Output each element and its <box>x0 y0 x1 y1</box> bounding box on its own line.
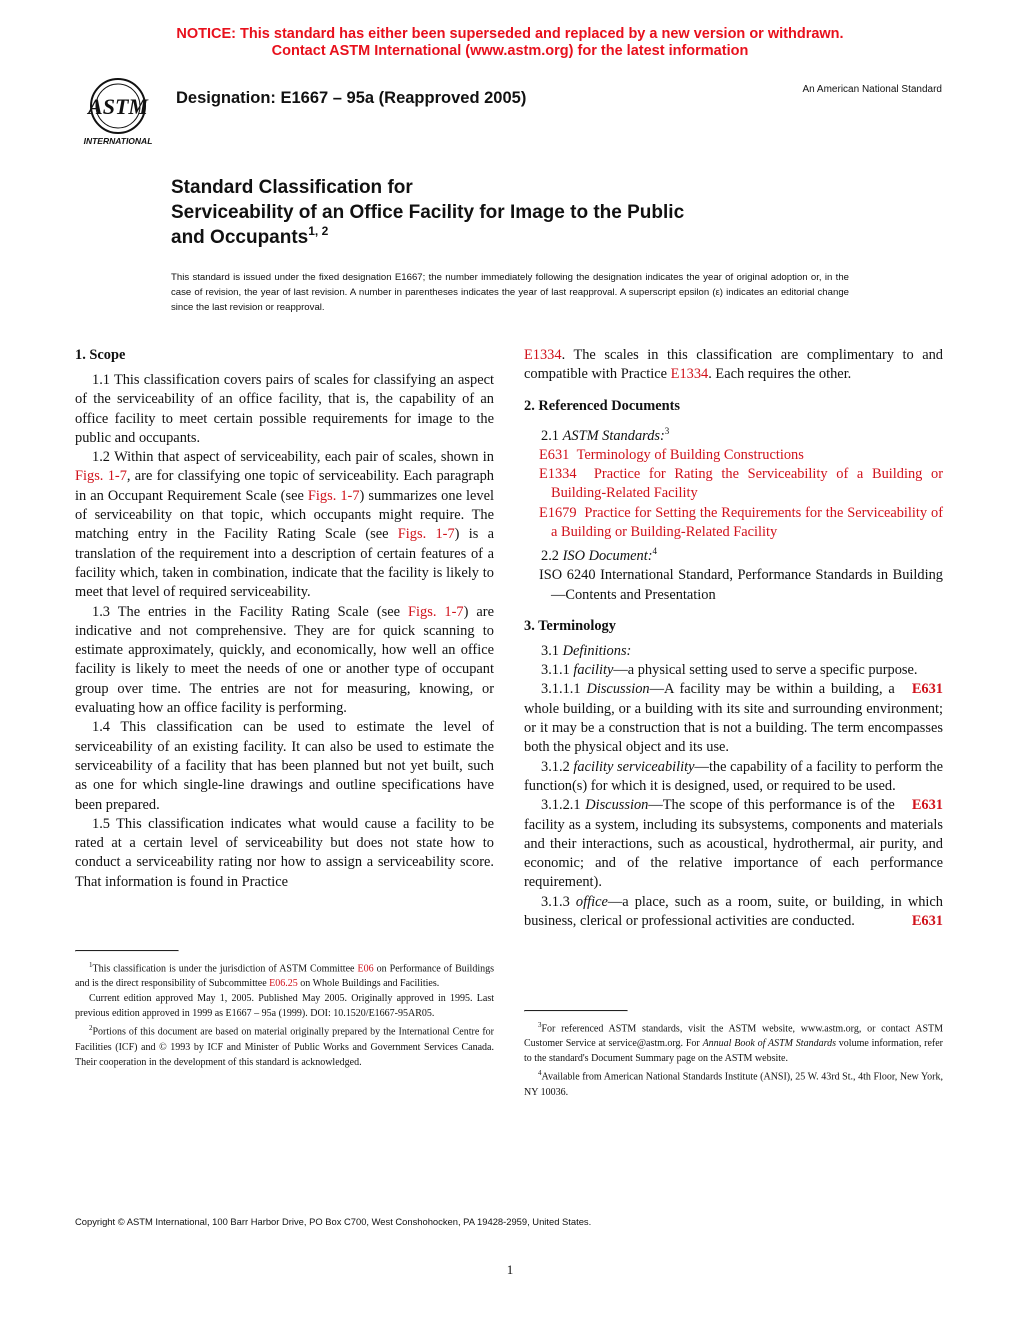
footnote-text: on Performance of Buildings and is the direct responsibility of Subcommittee <box>75 963 495 990</box>
ref-title: Practice for Rating the Serviceability of a Building or Building-Related Facility <box>551 465 943 502</box>
issuance-statement: This standard is issued under the fixed designation E1667; the number immediately following the designation indicates the year of original adoption or, in the case of revision, the year of last revision. A number in parentheses indicates the year of last reapproval. A superscript epsilon (ε) indicates an editorial change since the last revision or reapproval. <box>171 272 849 313</box>
logo-text: ASTM <box>88 94 148 119</box>
footnotes-left <box>75 950 494 1070</box>
scope-1-1: 1.1 This classification covers pairs of scales for classifying an aspect of the serviceability of an office facility, that is, the capability of an office facility to meet certain possible requirements for image to the public and occupants. <box>75 372 494 446</box>
e631-tag-link[interactable]: E631 <box>911 913 943 930</box>
ref-code: E631 <box>539 446 570 463</box>
scope-1-3 <box>75 603 494 719</box>
designation: Designation: E1667 – 95a (Reapproved 2005) <box>176 89 527 107</box>
ref-link-e631[interactable] <box>539 447 804 463</box>
scope-1-2-text-b: , are for classifying one topic of serviceability. Each paragraph in an Occupant Requirement Scale (see <box>75 468 494 504</box>
term-name: Discussion <box>585 797 649 814</box>
footnote-num: 4 <box>538 1069 542 1078</box>
iso-label-text: ISO Document: <box>562 547 653 564</box>
ref-title: Practice for Setting the Requirements for the Serviceability of a Building or Building-Related Facility <box>551 504 943 540</box>
title-line-1: Standard Classification for <box>171 177 413 198</box>
footnote-1 <box>75 958 494 991</box>
notice-line-1: NOTICE: This standard has either been superseded and replaced by a new version or withdrawn. <box>176 26 844 42</box>
footnotes-right <box>524 1010 943 1100</box>
term-text: —a place, such as a room, suite, or building, in which business, clerical or professional activities are conducted. <box>524 893 943 930</box>
scope-1-2 <box>75 448 494 602</box>
term-num: 3.1.1 <box>541 662 574 679</box>
footnote-num: 1 <box>89 961 93 969</box>
term-3-1-2-1 <box>524 796 943 892</box>
term-text: —A facility may be within a building, a whole building, or a building with its site and surrounding environment; or it may be a construction that is not a building. The term encompasses both the physical object and its use. <box>524 681 943 756</box>
scope-1-5: 1.5 This classification indicates what would cause a facility to be rated at a certain level of serviceability but does not state how to conduct a serviceability rating nor how to assign a serviceability score. That information is found in Practice <box>75 815 494 890</box>
term-name: facility serviceability <box>573 758 695 775</box>
footnote-text: volume information, refer to the standard's Document Summary page on the ASTM website. <box>524 1038 943 1065</box>
footnote-text: For referenced ASTM standards, visit the ASTM website, www.astm.org, or contact ASTM Customer Service at service@astm.org. For <box>524 1023 943 1050</box>
page-number: 1 <box>506 1262 514 1277</box>
terminology-heading: 3. Terminology <box>524 617 616 634</box>
iso-label-num: 2.2 <box>541 547 563 564</box>
term-3-1-1-1 <box>524 680 943 757</box>
left-column <box>75 346 494 892</box>
right-column <box>524 346 943 931</box>
e631-tag-link[interactable]: E631 <box>911 681 943 698</box>
footnote-3 <box>524 1018 943 1066</box>
term-num: 3.1.2.1 <box>541 797 586 814</box>
referenced-documents-heading: 2. Referenced Documents <box>524 397 680 414</box>
footnote-num: 3 <box>538 1021 542 1029</box>
term-num: 3.1.2 <box>541 758 574 775</box>
term-name: office <box>575 893 608 910</box>
ref-code: E1679 <box>539 504 577 521</box>
term-num: 3.1.3 <box>541 893 576 910</box>
figs-link[interactable]: Figs. 1-7 <box>75 468 127 485</box>
astm-label-text: ASTM Standards: <box>562 427 665 444</box>
figs-link[interactable]: Figs. 1-7 <box>397 526 455 543</box>
definitions-label <box>524 642 943 661</box>
copyright-line: Copyright © ASTM International, 100 Barr Harbor Drive, PO Box C700, West Conshohocken, PA 19428-2959, United States. <box>75 1216 592 1227</box>
footnote-divider <box>75 950 179 952</box>
astm-footnote-ref: 3 <box>664 425 670 436</box>
title-line-3-text: and Occupants <box>171 227 309 248</box>
figs-link[interactable]: Figs. 1-7 <box>408 603 464 620</box>
footnote-text: This classification is under the jurisdiction of ASTM Committee <box>92 963 358 975</box>
title-footnote-ref: 1, 2 <box>308 224 329 238</box>
definitions-num: 3.1 <box>541 642 563 659</box>
title-line-3 <box>171 225 871 250</box>
footnote-1-edition: Current edition approved May 1, 2005. Published May 2005. Originally approved in 1995. Last previous edition approved in 1999 as E1667 – 95a (1999). DOI: 10.1520/E1667-95AR05. <box>75 993 494 1020</box>
scope-1-2-text-d: ) is a translation of the requirement into a description of certain features of a facility which, taken in combination, indicate that the facility is likely to meet that level of required serviceability. <box>75 526 494 601</box>
footnote-num: 2 <box>89 1024 93 1033</box>
scope-1-5-continued <box>524 346 943 385</box>
scope-1-2-text-c: ) summarizes one level of serviceability on that topic, which occupants might require. The matching entry in the Facility Rating Scale (see <box>75 487 494 543</box>
ref-item <box>524 465 943 504</box>
term-3-1-3 <box>524 893 943 932</box>
astm-logo-icon <box>76 76 160 148</box>
term-text: —The scope of this performance is of the facility as a system, including its subsystems, components and materials and their interactions, such as acoustical, hydrothermal, air purity, and economic; and of the relative importance of each performance requirement). <box>524 797 943 891</box>
ref-link-e1679[interactable] <box>539 505 943 540</box>
figs-link[interactable]: Figs. 1-7 <box>307 487 360 504</box>
scope-cont-text-2: . Each requires the other. <box>708 366 852 383</box>
e1334-link[interactable]: E1334 <box>670 366 709 383</box>
e1334-link[interactable]: E1334 <box>524 347 562 363</box>
e631-tag-link[interactable]: E631 <box>911 797 943 814</box>
scope-cont-text-1: . The scales in this classification are complimentary to and compatible with Practice <box>524 347 943 383</box>
footnote-2 <box>75 1021 494 1069</box>
scope-heading: 1. Scope <box>75 347 126 363</box>
footnote-divider <box>524 1010 628 1012</box>
ref-item <box>524 446 943 465</box>
committee-e06-link[interactable]: E06 <box>357 963 374 975</box>
scope-1-2-text-a: 1.2 Within that aspect of serviceability, each pair of scales, shown in <box>92 449 494 466</box>
term-text: —a physical setting used to serve a specific purpose. <box>613 662 918 679</box>
ref-title: Terminology of Building Constructions <box>576 446 804 463</box>
ref-item <box>524 504 943 543</box>
astm-standards-label <box>524 422 943 446</box>
american-national-standard-label: An American National Standard <box>802 84 942 95</box>
scope-1-3-text-b: ) are indicative and not comprehensive. They are for quick scanning to estimate approximately, quickly, and economically, how well an office facility is likely to meet the needs of one or another type of occupant group over time. The entries are not for measuring, knowing, or evaluating how an office facility is performing. <box>75 603 494 717</box>
term-name: facility <box>573 662 614 679</box>
footnote-text: Available from American National Standards Institute (ANSI), 25 W. 43rd St., 4th Floor, New York, NY 10036. <box>524 1071 943 1098</box>
iso-document-label <box>524 542 943 566</box>
withdrawn-notice <box>0 26 1020 60</box>
notice-line-2: Contact ASTM International (www.astm.org) for the latest information <box>271 43 749 59</box>
ref-link-e1334[interactable] <box>539 466 943 501</box>
subcommittee-e0625-link[interactable]: E06.25 <box>269 978 298 990</box>
iso-item: ISO 6240 International Standard, Performance Standards in Building—Contents and Presentation <box>539 567 943 603</box>
document-title <box>171 175 871 250</box>
footnote-text: Portions of this document are based on material originally prepared by the International Centre for Facilities (ICF) and © 1993 by ICF and Minister of Public Works and Government Services Canada. Their cooperation in the development of this standard is acknowledged. <box>75 1026 494 1068</box>
term-name: Discussion <box>586 681 650 698</box>
ref-code: E1334 <box>539 465 577 482</box>
scope-1-3-text-a: 1.3 The entries in the Facility Rating Scale (see <box>92 603 409 620</box>
logo-subtext: INTERNATIONAL <box>83 136 153 146</box>
definitions-text: Definitions: <box>562 642 632 659</box>
scope-1-4: 1.4 This classification can be used to estimate the level of serviceability of an existing facility. It can also be used to estimate the serviceability of a facility that has been planned but not yet built, such as one for which single-line drawings and outline specifications have been prepared. <box>75 719 494 813</box>
footnote-4 <box>524 1066 943 1099</box>
iso-footnote-ref: 4 <box>652 546 658 557</box>
footnote-italic: Annual Book of ASTM Standards <box>702 1038 836 1050</box>
astm-label-num: 2.1 <box>541 427 563 444</box>
term-num: 3.1.1.1 <box>541 681 587 698</box>
term-text: —the capability of a facility to perform the function(s) for which it is designed, used, or required to be used. <box>524 758 943 794</box>
footnote-text: on Whole Buildings and Facilities. <box>297 978 440 990</box>
title-line-2: Serviceability of an Office Facility for Image to the Public <box>171 202 685 223</box>
